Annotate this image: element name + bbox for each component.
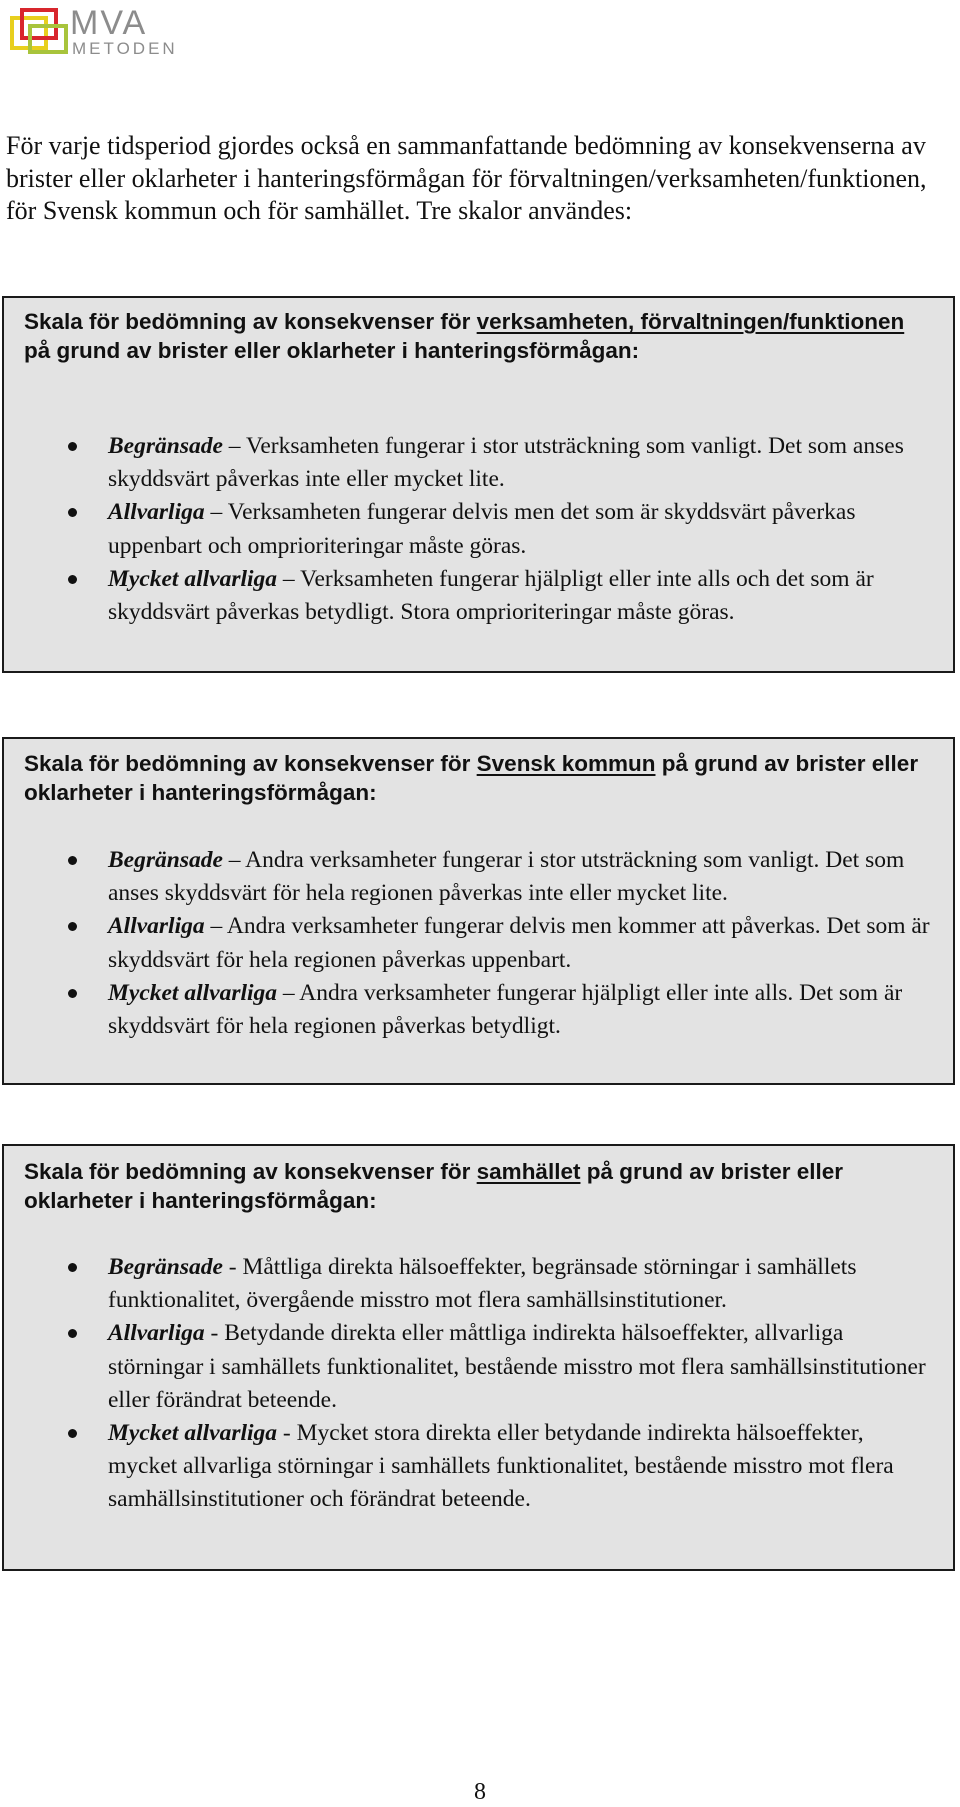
bullet-icon xyxy=(68,922,77,931)
scale-title-end: på grund av brister eller oklarheter i hanteringsförmågan: xyxy=(24,751,919,805)
scale-term: Allvarliga xyxy=(108,499,205,526)
scale-title-underlined: verksamheten, förvaltningen/funktionen xyxy=(476,309,905,334)
scale-separator: – xyxy=(277,565,301,592)
scale-item-mycket-allvarliga xyxy=(4,977,949,1043)
bullet-icon xyxy=(68,442,77,451)
scale-title-start: Skala för bedömning av konsekvenser för xyxy=(24,309,477,334)
logo-text-top: MVA xyxy=(70,4,148,42)
logo-graphic xyxy=(8,4,198,56)
scale-items xyxy=(4,430,949,629)
scale-term: Allvarliga xyxy=(108,1320,205,1347)
scale-item-allvarliga xyxy=(4,1317,949,1417)
scale-separator: – xyxy=(204,913,227,940)
scale-box-samhallet xyxy=(2,1144,955,1571)
logo-text-bottom: METODEN xyxy=(72,39,178,56)
scale-term: Mycket allvarliga xyxy=(108,979,278,1006)
scale-separator: – xyxy=(222,433,246,459)
scale-separator: – xyxy=(222,847,246,873)
intro-paragraph: För varje tidsperiod gjordes också en sammanfattande bedömning av konsekvenserna av brister eller oklarheter i hanteringsförmågan för förvaltningen/verksamheten/funktionen, för Svensk kommun och för samhället. Tre skalor användes: xyxy=(6,131,927,225)
bullet-icon xyxy=(68,856,77,865)
scale-title-underlined: Svensk kommun xyxy=(476,751,656,776)
scale-term: Allvarliga xyxy=(108,913,205,940)
scale-description: Andra verksamheter fungerar i stor utsträckning som vanligt. Det som anses skyddsvärt för hela regionen påverkas inte eller mycket lite. xyxy=(108,847,905,907)
bullet-icon xyxy=(68,1329,77,1338)
bullet-icon xyxy=(68,575,77,584)
scale-item-allvarliga xyxy=(4,910,949,976)
scale-title-underlined: samhället xyxy=(476,1159,581,1184)
scale-description: Verksamheten fungerar i stor utsträckning som vanligt. Det som anses skyddsvärt påverkas inte eller mycket lite. xyxy=(108,433,904,493)
scale-separator: – xyxy=(204,499,228,526)
bullet-icon xyxy=(68,989,77,998)
bullet-icon xyxy=(68,1263,77,1272)
scale-term: Begränsade xyxy=(108,433,223,459)
scale-item-begransade xyxy=(4,844,949,910)
bullet-icon xyxy=(68,1429,77,1438)
scale-items xyxy=(4,844,949,1043)
scale-description: Mycket stora direkta eller betydande indirekta hälsoeffekter, mycket allvarliga störningar i samhällets funktionalitet, bestående misstro mot flera samhällsinstitutioner och förändrat beteende. xyxy=(108,1420,894,1513)
scale-description: Andra verksamheter fungerar hjälpligt eller inte alls. Det som är skyddsvärt för hela regionen påverkas betydligt. xyxy=(108,979,903,1040)
scale-title-end: på grund av brister eller oklarheter i hanteringsförmågan: xyxy=(24,338,640,363)
page-number: 8 xyxy=(474,1779,486,1805)
scale-items xyxy=(4,1251,949,1517)
bullet-icon xyxy=(68,508,77,517)
scale-item-begransade xyxy=(4,430,949,496)
scale-item-mycket-allvarliga xyxy=(4,1417,949,1517)
scale-box-verksamheten xyxy=(2,296,955,673)
scale-separator: - xyxy=(277,1420,297,1447)
scale-item-mycket-allvarliga xyxy=(4,563,949,629)
scale-title xyxy=(24,307,934,365)
scale-description: Verksamheten fungerar hjälpligt eller inte alls och det som är skyddsvärt påverkas betydligt. Stora omprioriteringar måste göras. xyxy=(108,565,874,626)
scale-term: Begränsade xyxy=(108,847,223,873)
scale-title-start: Skala för bedömning av konsekvenser för xyxy=(24,1159,477,1184)
mva-metoden-logo xyxy=(8,4,198,56)
scale-description: Betydande direkta eller måttliga indirekta hälsoeffekter, allvarliga störningar i samhällets funktionalitet, bestående misstro mot flera samhällsinstitutioner eller förändrat beteende. xyxy=(108,1320,926,1413)
scale-item-allvarliga xyxy=(4,496,949,562)
scale-separator: - xyxy=(204,1320,225,1347)
scale-title-end: på grund av brister eller oklarheter i hanteringsförmågan: xyxy=(24,1159,844,1213)
scale-item-begransade xyxy=(4,1251,949,1317)
scale-description: Verksamheten fungerar delvis men det som är skyddsvärt påverkas uppenbart och omprioriteringar måste göras. xyxy=(108,499,856,559)
scale-title xyxy=(24,1157,934,1215)
scale-description: Måttliga direkta hälsoeffekter, begränsade störningar i samhällets funktionalitet, övergående misstro mot flera samhällsinstitutioner. xyxy=(108,1254,857,1314)
scale-term: Mycket allvarliga xyxy=(108,565,278,592)
scale-description: Andra verksamheter fungerar delvis men kommer att påverkas. Det som är skyddsvärt för hela regionen påverkas uppenbart. xyxy=(108,913,930,973)
scale-box-svensk-kommun xyxy=(2,737,955,1085)
scale-separator: - xyxy=(222,1254,243,1280)
scale-title xyxy=(24,749,934,807)
scale-separator: – xyxy=(277,979,300,1006)
scale-term: Begränsade xyxy=(108,1254,223,1280)
scale-term: Mycket allvarliga xyxy=(108,1420,278,1447)
scale-title-start: Skala för bedömning av konsekvenser för xyxy=(24,751,477,776)
